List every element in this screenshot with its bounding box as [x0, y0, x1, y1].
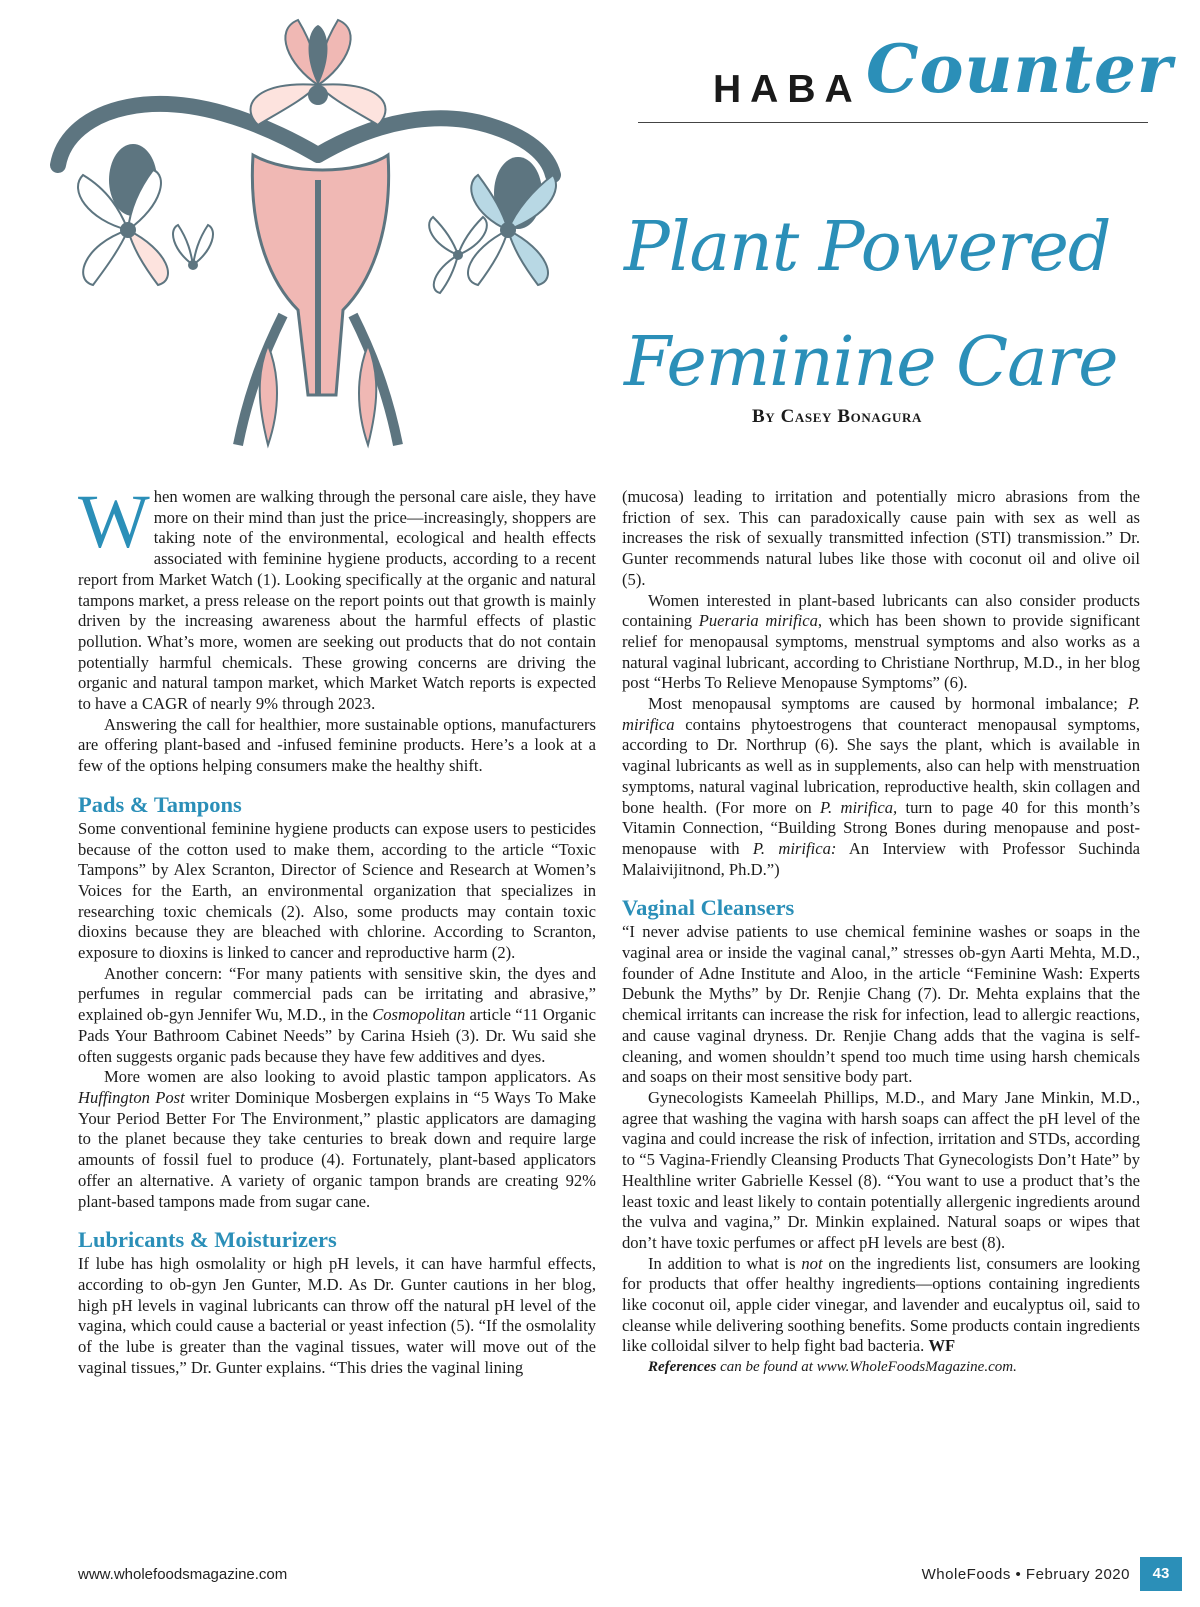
footer-issue: WholeFoods • February 2020 — [921, 1566, 1130, 1583]
title-line-2: Feminine Care — [624, 323, 1118, 402]
intro-paragraph-2: Answering the call for healthier, more sustainable options, manufacturers are offering plant-based and -infused feminine products. Here’s a look at a few of the options helping consumers make the healthy shift. — [78, 714, 596, 776]
lube-paragraph-1-continued: (mucosa) leading to irritation and potentially micro abrasions from the friction of sex. This can paradoxically cause pain with sex as well as increases the risk of sexually transmitted infection (STI) transmission.” Dr. Gunter recommends natural lubes like those with coconut oil and olive oil (5). — [622, 487, 1140, 589]
pads-paragraph-2: Another concern: “For many patients with sensitive skin, the dyes and perfumes in regular commercial pads can be irritating and abrasive,” explained ob-gyn Jennifer Wu, M.D., in the Cosmopolitan article “11 Organic Pads Your Bathroom Cabinet Needs” by Carina Hsieh (3). Dr. Wu said she often suggests organic pads because they have few additives and dyes. — [78, 963, 596, 1066]
header-rule — [638, 122, 1148, 123]
intro-paragraph-1: When women are walking through the personal care aisle, they have more on their mind than just the price—increasingly, shoppers are taking note of the environmental, ecological and health effects associated with feminine hygiene products, according to a recent report from Market Watch (1). Looking specifically at the organic and natural tampons market, a press release on the report points out that growth is mainly driven by the increasing awareness about the harmful effects of plastic pollution. What’s more, women are seeking out products that do not contain potentially harmful chemicals. These growing concerns are driving the organic and natural tampon market, which Market Watch reports is expected to have a CAGR of nearly 9% through 2023. — [78, 480, 596, 714]
pads-paragraph-1: Some conventional feminine hygiene products can expose users to pesticides because of the cotton used to make them, according to the article “Toxic Tampons” by Alex Scranton, Director of Science and Research at Women’s Voices for the Earth, an environmental organization that specializes in researching toxic chemicals (2). Also, some products may contain toxic dioxins because they are bleached with chlorine. According to Scranton, exposure to dioxins is linked to cancer and reproductive harm (2). — [78, 818, 596, 963]
floral-uterus-illustration — [18, 15, 618, 455]
references-note: References can be found at www.WholeFoodsMagazine.com. — [648, 1359, 1017, 1376]
article-title — [624, 190, 1144, 420]
page-number: 43 — [1140, 1557, 1182, 1591]
footer-url[interactable]: www.wholefoodsmagazine.com — [78, 1566, 288, 1583]
byline: By Casey Bonagura — [752, 406, 922, 427]
article-column-left — [78, 480, 596, 1378]
clean-paragraph-3: In addition to what is not on the ingredients list, consumers are looking for products that offer healthy ingredients—options containing ingredients like coconut oil, apple cider vinegar, and lavender and eucalyptus oil, said to cleanse while delivering soothing benefits. Some products contain ingredients like colloidal silver to help fight bad bacteria. WF — [622, 1253, 1140, 1356]
heading-pads-tampons: Pads & Tampons — [78, 791, 242, 817]
heading-vaginal-cleansers: Vaginal Cleansers — [622, 895, 795, 921]
lube-paragraph-2: Women interested in plant-based lubricants can also consider products containing Pueraria mirifica, which has been shown to provide significant relief for menopausal symptoms, menstrual symptoms and also works as a natural vaginal lubricant, according to Christiane Northrup, M.D., in her blog post “Herbs To Relieve Menopause Symptoms” (6). — [622, 590, 1140, 693]
title-line-1: Plant Powered — [624, 208, 1111, 287]
section-name: Counter — [866, 30, 1173, 108]
drop-cap: W — [78, 480, 150, 564]
article-column-right — [622, 487, 1140, 1378]
section-header — [620, 28, 1173, 124]
pads-paragraph-3: More women are also looking to avoid plastic tampon applicators. As Huffington Post writer Dominique Mosbergen explains in “5 Ways To Make Your Period Better For The Environment,” plastic applicators are damaging to the planet because they take centuries to break down and require large amounts of fossil fuel to produce (4). Fortunately, plant-based applicators offer an alternative. A variety of organic tampon brands are creating 92% plant-based tampons made from sugar cane. — [78, 1067, 596, 1211]
end-mark: WF — [928, 1336, 956, 1356]
lube-paragraph-3: Most menopausal symptoms are caused by hormonal imbalance; P. mirifica contains phytoestrogens that counteract menopausal symptoms, according to Dr. Northrup (6). She says the plant, which is available in vaginal lubricants as well as in supplements, also can help with menstruation symptoms, natural vaginal lubrication, reproductive health, skin collagen and bone health. (For more on P. mirifica, turn to page 40 for this month’s Vitamin Connection, “Building Strong Bones during menopause and post-menopause with P. mirifica: An Interview with Professor Suchinda Malaivijitnond, Ph.D.”) — [622, 694, 1140, 879]
lube-paragraph-1: If lube has high osmolality or high pH levels, it can have harmful effects, according to ob-gyn Jen Gunter, M.D. As Dr. Gunter cautions in her blog, high pH levels in vaginal lubricants can throw off the natural pH level of the vagina, which could cause a bacterial or yeast infection (5). “If the osmolality of the lube is greater than the vaginal tissues, water will move out of the vaginal tissues,” Dr. Gunter explains. “This dries the vaginal lining — [78, 1254, 596, 1377]
heading-lubricants: Lubricants & Moisturizers — [78, 1227, 337, 1253]
clean-paragraph-2: Gynecologists Kameelah Phillips, M.D., and Mary Jane Minkin, M.D., agree that washing the vagina with harsh soaps can affect the pH level of the vagina and could increase the risk of infection, irritation and STDs, according to “5 Vagina-Friendly Cleansing Products That Gynecologists Don’t Hate” by Healthline writer Gabrielle Kessel (8). “You want to use a product that’s the least toxic and least likely to contain potentially allergenic ingredients around the vulva and vagina,” Dr. Minkin explained. Natural soaps or wipes that don’t have toxic perfumes or affect pH levels are best (8). — [622, 1087, 1140, 1252]
section-label: HABA — [713, 68, 862, 111]
clean-paragraph-1: “I never advise patients to use chemical feminine washes or soaps in the vaginal area or inside the vaginal canal,” stresses ob-gyn Aarti Mehta, M.D., founder of Adne Institute and Aloo, in the article “Feminine Wash: Experts Debunk the Myths” by Dr. Renjie Chang (7). Dr. Mehta explains that the chemical irritants can increase the risk for infection, lead to allergic reactions, and cause vaginal dryness. Dr. Renjie Chang adds that the vagina is self-cleaning, and women shouldn’t spend too much time using harsh chemicals and soaps on their most sensitive body part. — [622, 922, 1140, 1087]
